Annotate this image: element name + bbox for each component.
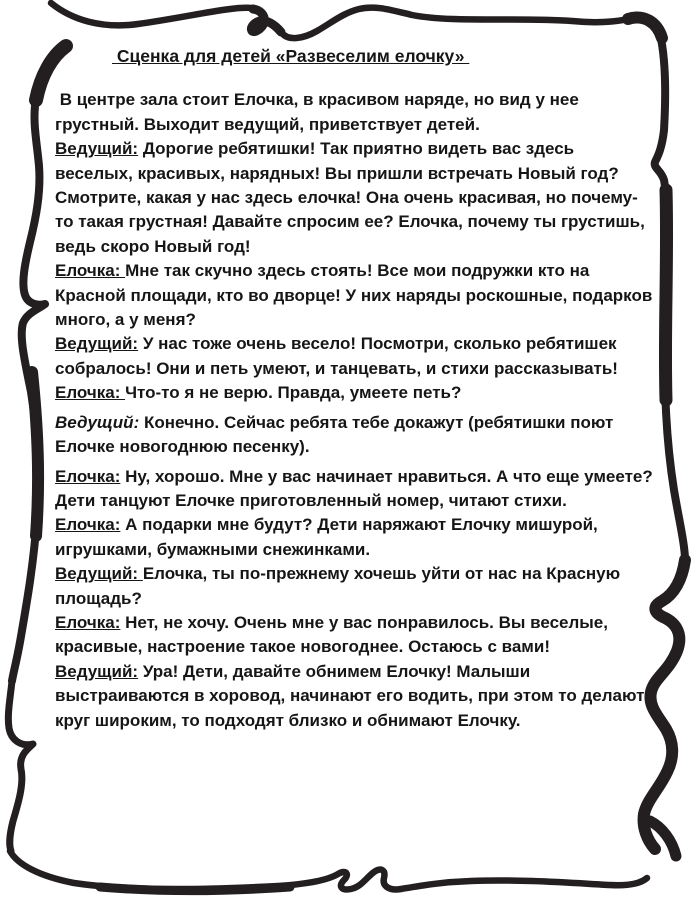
frame-top-stroke	[51, 3, 639, 38]
frame-bottom-bold-mid	[100, 887, 290, 891]
script-content	[55, 44, 658, 733]
speaker-label: Ведущий:	[55, 564, 143, 584]
script-paragraph: В центре зала стоит Елочка, в красивом наряде, но вид у нее грустный. Выходит ведущий, приветствует детей.	[55, 90, 584, 134]
script-paragraph: Ведущий: Ура! Дети, давайте обнимем Елочку! Малыши выстраиваются в хоровод, начинают его водить, при этом то делают круг широким, то подходят близко и обнимают Елочку.	[55, 661, 650, 730]
script-paragraph: Ведущий: У нас тоже очень весело! Посмотри, сколько ребятишек собралось! Они и петь умеют, и танцевать, и стихи рассказывать!	[55, 334, 622, 378]
frame-left-bottom-stroke	[8, 681, 33, 851]
script-paragraph: Елочка: Мне так скучно здесь стоять! Все мои подружки кто на Красной площади, кто во дворце! У них наряды роскошные, подарков много, а у меня?	[55, 261, 658, 330]
speaker-label: Елочка:	[55, 261, 126, 281]
speaker-label: Ведущий:	[55, 412, 140, 432]
script-paragraph: Елочка: Что-то я не верю. Правда, умеете петь?	[55, 383, 462, 403]
speaker-label: Елочка:	[55, 612, 121, 632]
page-title: Сценка для детей «Развеселим елочку»	[112, 46, 470, 66]
speaker-label: Елочка:	[55, 383, 126, 403]
script-paragraph: Ведущий: Дорогие ребятишки! Так приятно видеть вас здесь веселых, красивых, нарядных! Вы пришли встречать Новый год? Смотрите, какая у нас здесь елочка! Она очень красивая, но почему-то такая грустная! Давайте спросим ее? Елочка, почему ты грустишь, ведь скоро Новый год!	[55, 139, 650, 256]
frame-top-squiggle-bold	[251, 9, 281, 32]
paragraph-list	[55, 88, 658, 733]
script-paragraph: Елочка: А подарки мне будут? Дети наряжают Елочку мишурой, игрушками, бумажными снежинками.	[55, 515, 603, 559]
speaker-label: Елочка:	[55, 466, 121, 486]
script-paragraph: Елочка: Нет, не хочу. Очень мне у вас понравилось. Вы веселые, красивые, настроение такое новогоднее. Остаюсь с вами!	[55, 612, 613, 657]
speaker-label: Ведущий:	[55, 334, 139, 354]
frame-right-bold-mid	[665, 190, 666, 400]
speaker-label: Елочка:	[55, 515, 121, 535]
speaker-label: Ведущий:	[55, 661, 139, 681]
frame-left-bold-mid	[32, 372, 38, 536]
script-paragraph: Ведущий: Елочка, ты по-прежнему хочешь уйти от нас на Красную площадь?	[55, 564, 625, 608]
script-paragraph: Елочка: Ну, хорошо. Мне у вас начинает нравиться. А что еще умеете?	[55, 466, 653, 486]
script-paragraph: Дети танцуют Елочке приготовленный номер, читают стихи.	[55, 490, 567, 510]
speaker-label: Ведущий:	[55, 139, 139, 159]
script-paragraph: Ведущий: Конечно. Сейчас ребята тебе докажут (ребятишки поют Елочке новогоднюю песенку).	[55, 412, 619, 457]
